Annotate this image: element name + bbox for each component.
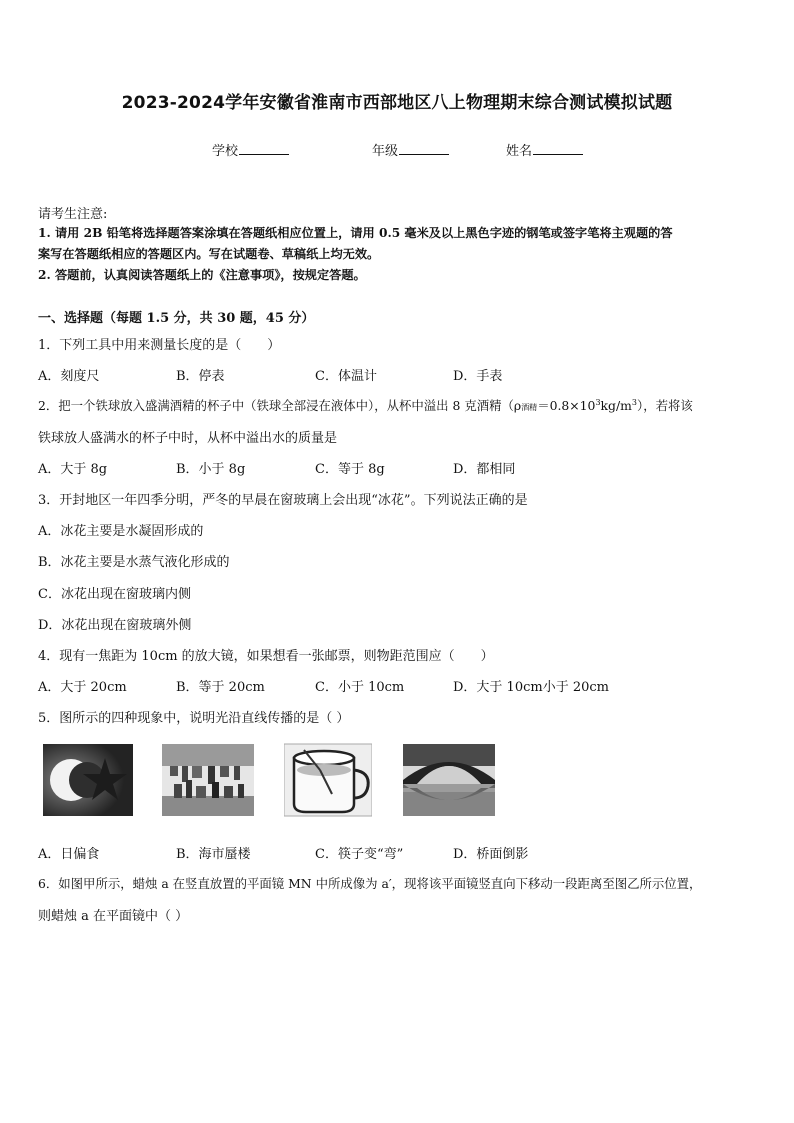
q2-stem-part-a: 2．把一个铁球放入盛满酒精的杯子中（铁球全部浸在液体中），从杯中溢出 8 克酒精（ρ <box>38 398 522 413</box>
q2-option-a: A．大于 8g <box>38 462 108 477</box>
q2-stem-part-c: kg/m <box>600 398 632 413</box>
q5-option-b: B．海市蜃楼 <box>176 847 251 862</box>
q3-option-c: C．冰花出现在窗玻璃内侧 <box>38 587 191 602</box>
q1-option-d: D．手表 <box>453 369 503 384</box>
q5-option-c: C．筷子变“弯” <box>315 847 404 862</box>
q3-option-b: B．冰花主要是水蒸气液化形成的 <box>38 555 230 570</box>
grade-field <box>372 140 449 159</box>
q2-stem-line-1 <box>38 396 693 414</box>
q2-unit-exponent: 3 <box>631 397 637 407</box>
name-blank[interactable] <box>533 142 583 155</box>
section-heading: 一、选择题（每题 1.5 分，共 30 题，45 分） <box>38 311 315 326</box>
q2-density-subscript: 酒精 <box>521 403 538 412</box>
q4-option-b: B．等于 20cm <box>176 680 265 695</box>
q1-option-a: A．刻度尺 <box>38 369 100 384</box>
name-label: 姓名 <box>506 144 533 159</box>
notice-line-1b: 案写在答题纸相应的答题区内。写在试题卷、草稿纸上均无效。 <box>38 247 380 261</box>
q2-option-b: B．小于 8g <box>176 462 246 477</box>
q5-option-a: A．日偏食 <box>38 847 100 862</box>
notice-line-2: 2. 答题前，认真阅读答题纸上的《注意事项》，按规定答题。 <box>38 268 366 282</box>
name-field <box>506 140 583 159</box>
q2-stem-part-b: ＝0.8×10 <box>537 398 596 413</box>
q4-option-c: C．小于 10cm <box>315 680 405 695</box>
school-label: 学校 <box>212 144 239 159</box>
q2-stem-part-d: ），若将该 <box>637 398 693 413</box>
mirage-image <box>162 740 254 820</box>
grade-blank[interactable] <box>399 142 449 155</box>
page-title: 2023-2024学年安徽省淮南市西部地区八上物理期末综合测试模拟试题 <box>121 93 673 113</box>
q2-option-d: D．都相同 <box>453 462 516 477</box>
grade-label: 年级 <box>372 144 399 159</box>
q4-stem: 4．现有一焦距为 10cm 的放大镜，如果想看一张邮票，则物距范围应（ ） <box>38 649 494 664</box>
q5-option-d: D．桥面倒影 <box>453 847 529 862</box>
q2-option-c: C．等于 8g <box>315 462 385 477</box>
notice-line-1a: 1. 请用 2B 铅笔将选择题答案涂填在答题纸相应位置上，请用 0.5 毫米及以上黑色字迹的钢笔或签字笔将主观题的答 <box>38 226 673 240</box>
school-field <box>212 140 289 159</box>
student-info-row <box>0 140 794 160</box>
q3-option-a: A．冰花主要是水凝固形成的 <box>38 524 204 539</box>
q2-exponent: 3 <box>595 397 601 407</box>
q3-option-d: D．冰花出现在窗玻璃外侧 <box>38 618 192 633</box>
q2-stem-line-2: 铁球放人盛满水的杯子中时，从杯中溢出水的质量是 <box>38 431 338 446</box>
q1-option-c: C．体温计 <box>315 369 377 384</box>
notice-heading: 请考生注意: <box>38 207 108 222</box>
q6-stem-line-1: 6．如图甲所示，蜡烛 a 在竖直放置的平面镜 MN 中所成像为 a′，现将该平面镜竖直向下移动一段距离至图乙所示位置， <box>38 876 702 891</box>
q3-stem: 3．开封地区一年四季分明，严冬的早晨在窗玻璃上会出现“冰花”。下列说法正确的是 <box>38 493 528 508</box>
q4-option-d: D．大于 10cm小于 20cm <box>453 680 609 695</box>
bridge-reflection-image <box>403 740 495 820</box>
q6-stem-line-2: 则蜡烛 a 在平面镜中（ ） <box>38 909 189 924</box>
q1-option-b: B．停表 <box>176 369 225 384</box>
q5-stem: 5．图所示的四种现象中，说明光沿直线传播的是（ ） <box>38 711 350 726</box>
q4-option-a: A．大于 20cm <box>38 680 127 695</box>
school-blank[interactable] <box>239 142 289 155</box>
q1-stem: 1．下列工具中用来测量长度的是（ ） <box>38 338 281 353</box>
bent-chopstick-cup-image <box>284 740 372 820</box>
solar-eclipse-image <box>43 740 133 820</box>
